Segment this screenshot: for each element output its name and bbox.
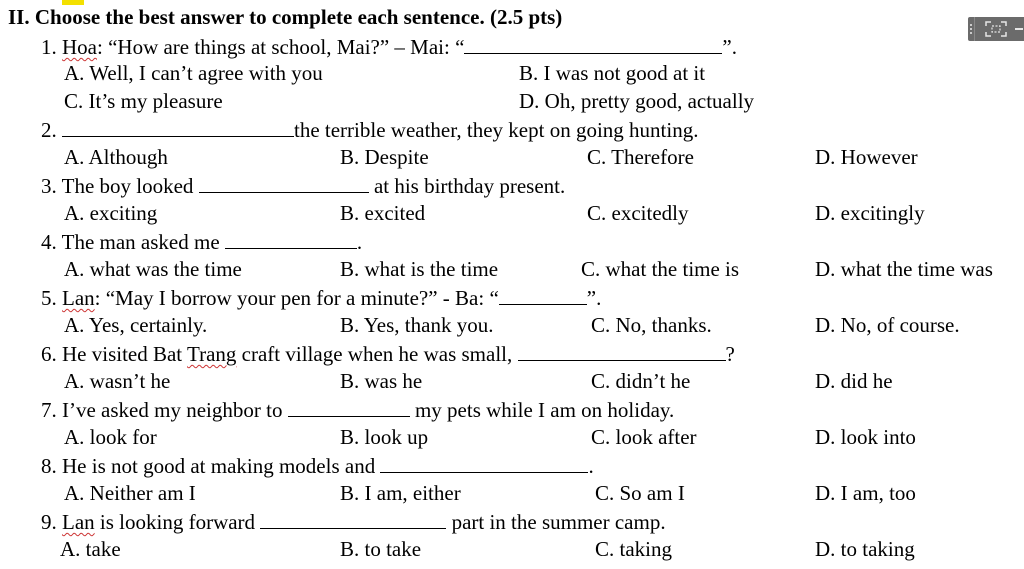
question-4-stem: 4. The man asked me . (41, 230, 363, 254)
q9-option-b[interactable]: B. to take (340, 537, 422, 561)
answer-blank (518, 340, 726, 361)
speaker-name: Hoa (62, 35, 97, 59)
question-9-stem: 9. Lan is looking forward part in the summer camp. (41, 510, 666, 534)
q2-option-b[interactable]: B. Despite (340, 145, 429, 169)
answer-blank (62, 116, 294, 137)
q6-option-c[interactable]: C. didn’t he (591, 369, 691, 393)
q5-option-d[interactable]: D. No, of course. (815, 313, 960, 337)
answer-blank (499, 284, 587, 305)
speaker-name: Lan (62, 510, 95, 534)
answer-blank (464, 33, 722, 54)
q8-option-c[interactable]: C. So am I (595, 481, 685, 505)
answer-blank (199, 172, 369, 193)
q8-option-b[interactable]: B. I am, either (340, 481, 461, 505)
q7-option-a[interactable]: A. look for (64, 425, 157, 449)
answer-blank (380, 452, 588, 473)
viewer-toolbar (968, 17, 1024, 41)
q6-option-d[interactable]: D. did he (815, 369, 893, 393)
q4-option-a[interactable]: A. what was the time (64, 257, 242, 281)
fullscreen-icon[interactable] (985, 21, 1007, 37)
q3-option-c[interactable]: C. excitedly (587, 201, 689, 225)
q6-option-b[interactable]: B. was he (340, 369, 423, 393)
question-8-stem: 8. He is not good at making models and . (41, 454, 594, 478)
q2-option-a[interactable]: A. Although (64, 145, 168, 169)
section-title: II. Choose the best answer to complete each sentence. (2.5 pts) (8, 5, 563, 29)
q7-option-b[interactable]: B. look up (340, 425, 429, 449)
q1-option-d[interactable]: D. Oh, pretty good, actually (519, 89, 755, 113)
answer-blank (288, 396, 410, 417)
question-1-stem: 1. Hoa: “How are things at school, Mai?” – Mai: “ ”. (41, 35, 737, 59)
answer-blank (225, 228, 357, 249)
place-name: Trang (187, 342, 237, 366)
q9-option-a[interactable]: A. take (60, 537, 121, 561)
question-2-stem: 2. the terrible weather, they kept on going hunting. (41, 118, 699, 142)
q7-option-c[interactable]: C. look after (591, 425, 697, 449)
q8-option-a[interactable]: A. Neither am I (64, 481, 196, 505)
answer-blank (260, 508, 446, 529)
q5-option-c[interactable]: C. No, thanks. (591, 313, 712, 337)
q1-option-a[interactable]: A. Well, I can’t agree with you (64, 61, 323, 85)
q3-option-b[interactable]: B. excited (340, 201, 426, 225)
q4-option-c[interactable]: C. what the time is (581, 257, 740, 281)
drag-grip-icon[interactable] (968, 17, 975, 41)
q7-option-d[interactable]: D. look into (815, 425, 916, 449)
q4-option-d[interactable]: D. what the time was (815, 257, 993, 281)
q9-option-c[interactable]: C. taking (595, 537, 672, 561)
question-6-stem: 6. He visited Bat Trang craft village when he was small, ? (41, 342, 735, 366)
q1-option-b[interactable]: B. I was not good at it (519, 61, 706, 85)
q2-option-d[interactable]: D. However (815, 145, 918, 169)
q3-option-d[interactable]: D. excitingly (815, 201, 925, 225)
question-7-stem: 7. I’ve asked my neighbor to my pets while I am on holiday. (41, 398, 675, 422)
q4-option-b[interactable]: B. what is the time (340, 257, 499, 281)
q6-option-a[interactable]: A. wasn’t he (64, 369, 171, 393)
q5-option-a[interactable]: A. Yes, certainly. (64, 313, 208, 337)
speaker-name: Lan (62, 286, 95, 310)
q2-option-c[interactable]: C. Therefore (587, 145, 694, 169)
minimize-icon[interactable] (1015, 28, 1023, 30)
q9-option-d[interactable]: D. to taking (815, 537, 915, 561)
question-5-stem: 5. Lan: “May I borrow your pen for a minute?” - Ba: “ ”. (41, 286, 602, 310)
q1-option-c[interactable]: C. It’s my pleasure (64, 89, 223, 113)
q3-option-a[interactable]: A. exciting (64, 201, 158, 225)
q5-option-b[interactable]: B. Yes, thank you. (340, 313, 494, 337)
question-3-stem: 3. The boy looked at his birthday present. (41, 174, 566, 198)
q8-option-d[interactable]: D. I am, too (815, 481, 916, 505)
